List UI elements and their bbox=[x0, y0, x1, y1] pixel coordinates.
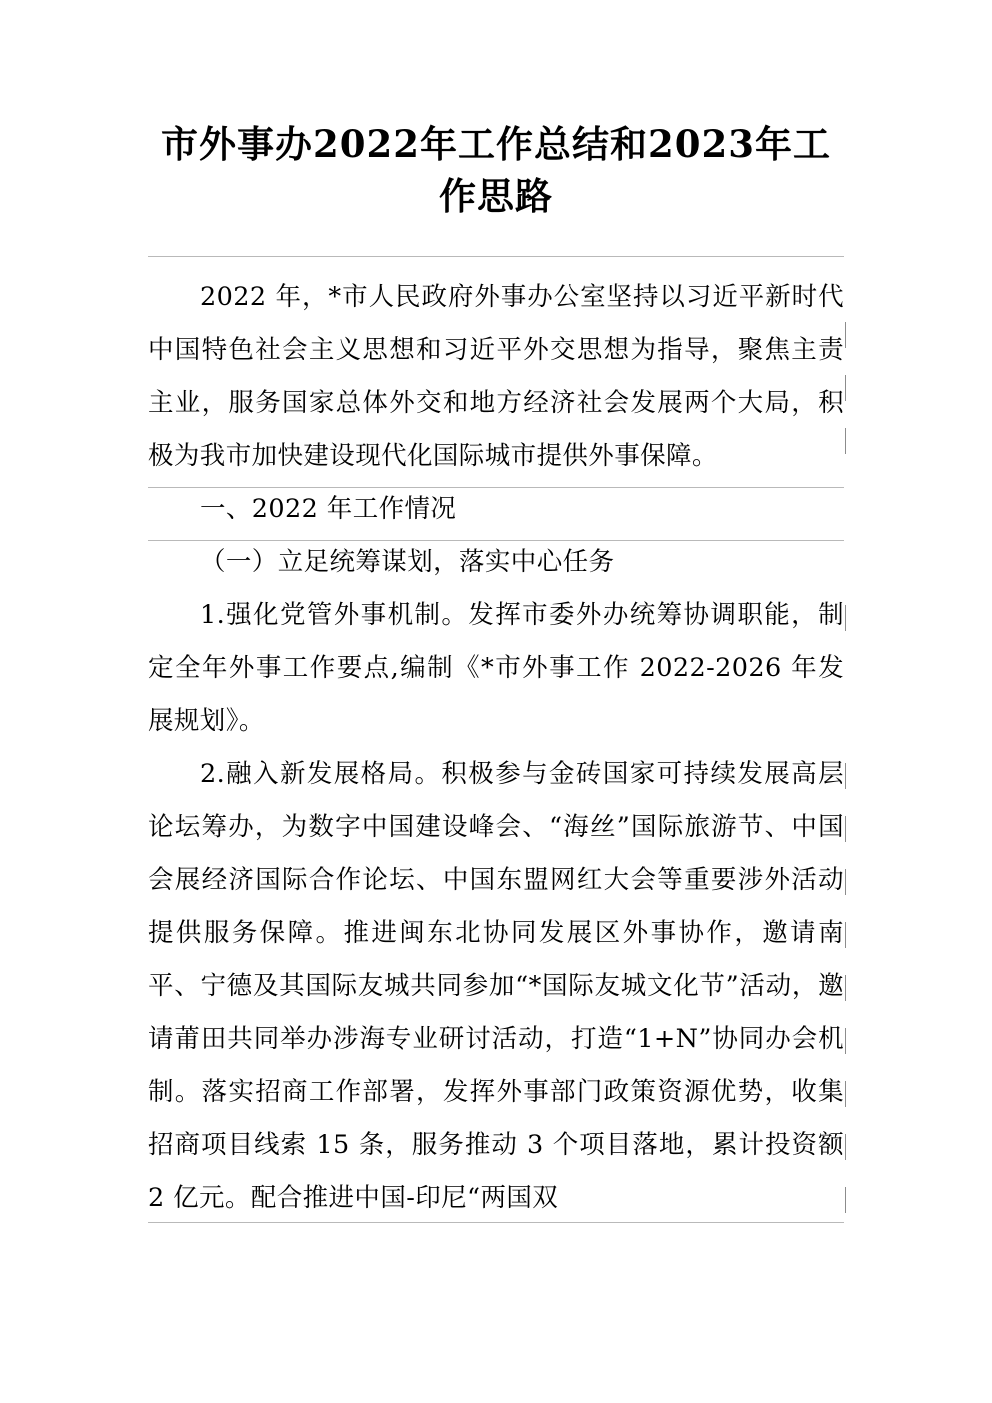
paragraph-item-2: 2.融入新发展格局。积极参与金砖国家可持续发展高层论坛筹办，为数字中国建设峰会、“海丝”国际旅游节、中国会展经济国际合作论坛、中国东盟网红大会等重要涉外活动提供服务保障。推进闽东北协同发展区外事协作，邀请南平、宁德及其国际友城共同参加“*国际友城文化节”活动，邀请莆田共同举办涉海专业研讨活动，打造“1+N”协同办会机制。落实招商工作部署，发挥外事部门政策资源优势，收集招商项目线索 15 条，服务推动 3 个项目落地，累计投资额 2 亿元。配合推进中国-印尼“两国双 bbox=[148, 759, 844, 1213]
paragraph-item-1: 1.强化党管外事机制。发挥市委外办统筹协调职能，制定全年外事工作要点,编制《*市外事工作 2022-2026 年发展规划》。 bbox=[148, 600, 844, 736]
section-divider-2 bbox=[148, 540, 844, 541]
page-title: 市外事办2022年工作总结和2023年工作思路 bbox=[161, 122, 831, 218]
section-divider-3 bbox=[148, 1222, 844, 1223]
paragraph-intro: 2022 年，*市人民政府外事办公室坚持以习近平新时代中国特色社会主义思想和习近平外交思想为指导，聚焦主责主业，服务国家总体外交和地方经济社会发展两个大局，积极为我市加快建设现代化国际城市提供外事保障。 bbox=[148, 282, 844, 471]
heading-section-one: 一、2022 年工作情况 bbox=[200, 494, 457, 524]
section-divider-1 bbox=[148, 487, 844, 488]
title-divider bbox=[148, 256, 844, 257]
heading-subsection-one: （一）立足统筹谋划，落实中心任务 bbox=[200, 547, 615, 577]
